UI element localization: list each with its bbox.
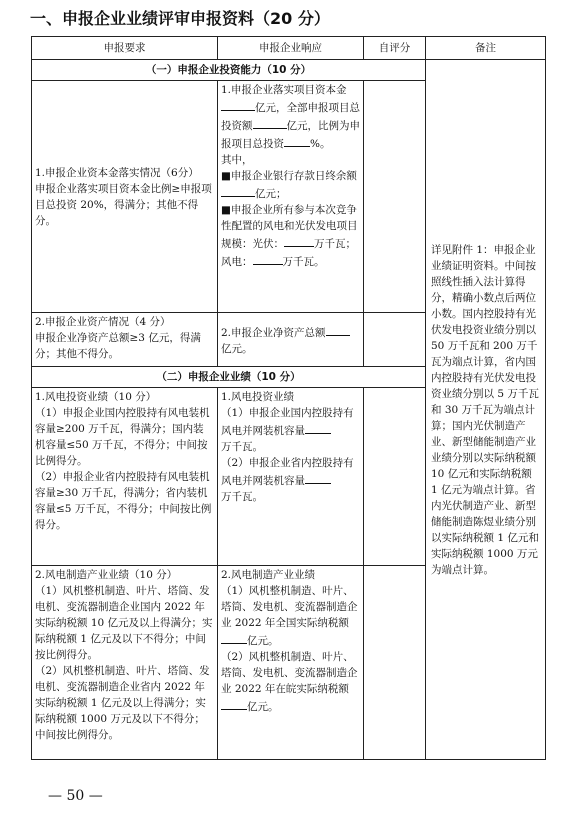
notes-cell: 详见附件 1：申报企业业绩证明资料。中间按照线性插入法计算得分，精确小数点后两位小数。国内控股持有光伏发电投资业绩分别以 50 万千瓦和 200 万千瓦为端点计算，省内国内控股持有光伏发电投资业绩分别以 5 万千瓦和 30 万千瓦为端点计算；国内光伏制造产业、新型储能制造产业业绩分别以实际纳税额 10 亿元和实际纳税额 1 亿元为端点计算。省内光伏制造产业、新型储能制造陈煜业绩分别以实际纳税额 1 亿元和实际纳税额 1000 万元为端点计算。	[426, 60, 546, 760]
section-title-investment: （一）申报企业投资能力（10 分）	[32, 60, 426, 81]
header-notes: 备注	[426, 37, 546, 60]
score-capital[interactable]	[364, 81, 426, 313]
header-requirements: 申报要求	[32, 37, 218, 60]
resp-assets: 2.申报企业净资产总额亿元。	[218, 313, 364, 367]
resp-wind-investment: 1.风电投资业绩 （1）申报企业国内控股持有风电并网装机容量 万千瓦。 （2）申报企业省内控股持有风电并网装机容量 万千瓦。	[218, 388, 364, 566]
req-assets: 2.申报企业资产情况（4 分） 申报企业净资产总额≥3 亿元，得满分；其他不得分。	[32, 313, 218, 367]
score-assets[interactable]	[364, 313, 426, 367]
score-wind-manufacturing[interactable]	[364, 566, 426, 760]
header-response: 申报企业响应	[218, 37, 364, 60]
req-wind-manufacturing: 2.风电制造产业业绩（10 分） （1）风机整机制造、叶片、塔筒、发电机、变流器制造企业国内 2022 年实际纳税额 10 亿元及以上得满分；实际纳税额 1 亿元及以下不得分；中间按比例得分。 （2）风机整机制造、叶片、塔筒、发电机、变流器制造企业省内 2022 年实际纳税额 1 亿元及以上得满分；实际纳税额 1000 万元及以下不得分；中间按比例得分。	[32, 566, 218, 760]
req-capital: 1.申报企业资本金落实情况（6分） 申报企业落实项目资本金比例≥申报项目总投资 20%，得满分；其他不得分。	[32, 81, 218, 313]
section-title-performance: （二）申报企业业绩（10 分）	[32, 367, 426, 388]
resp-wind-manufacturing: 2.风电制造产业业绩 （1）风机整机制造、叶片、塔筒、发电机、变流器制造企业 2022 年全国实际纳税额 亿元。 （2）风机整机制造、叶片、塔筒、发电机、变流器制造企业 2022 年在皖实际纳税额 亿元。	[218, 566, 364, 760]
req-wind-investment: 1.风电投资业绩（10 分） （1）申报企业国内控股持有风电装机容量≥200 万千瓦，得满分；国内装机容量≤50 万千瓦，不得分；中间按比例得分。 （2）申报企业省内控股持有风电装机容量≥30 万千瓦，得满分；省内装机容量≤5 万千瓦，不得分；中间按比例得分。	[32, 388, 218, 566]
page-number: — 50 —	[48, 788, 103, 804]
document-title: 一、申报企业业绩评审申报资料（20 分）	[30, 9, 330, 28]
score-wind-investment[interactable]	[364, 388, 426, 566]
header-self-score: 自评分	[364, 37, 426, 60]
application-table	[31, 36, 546, 760]
header-row	[32, 37, 546, 60]
resp-capital: 1.申报企业落实项目资本金 亿元，全部申报项目总投资额 亿元，比例为申报项目总投资 %。 其中， ■申报企业银行存款日终余额亿元； ■申报企业所有参与本次竞争性配置的风电和光伏发电项目规模：光伏： 万千瓦；风电： 万千瓦。	[218, 81, 364, 313]
